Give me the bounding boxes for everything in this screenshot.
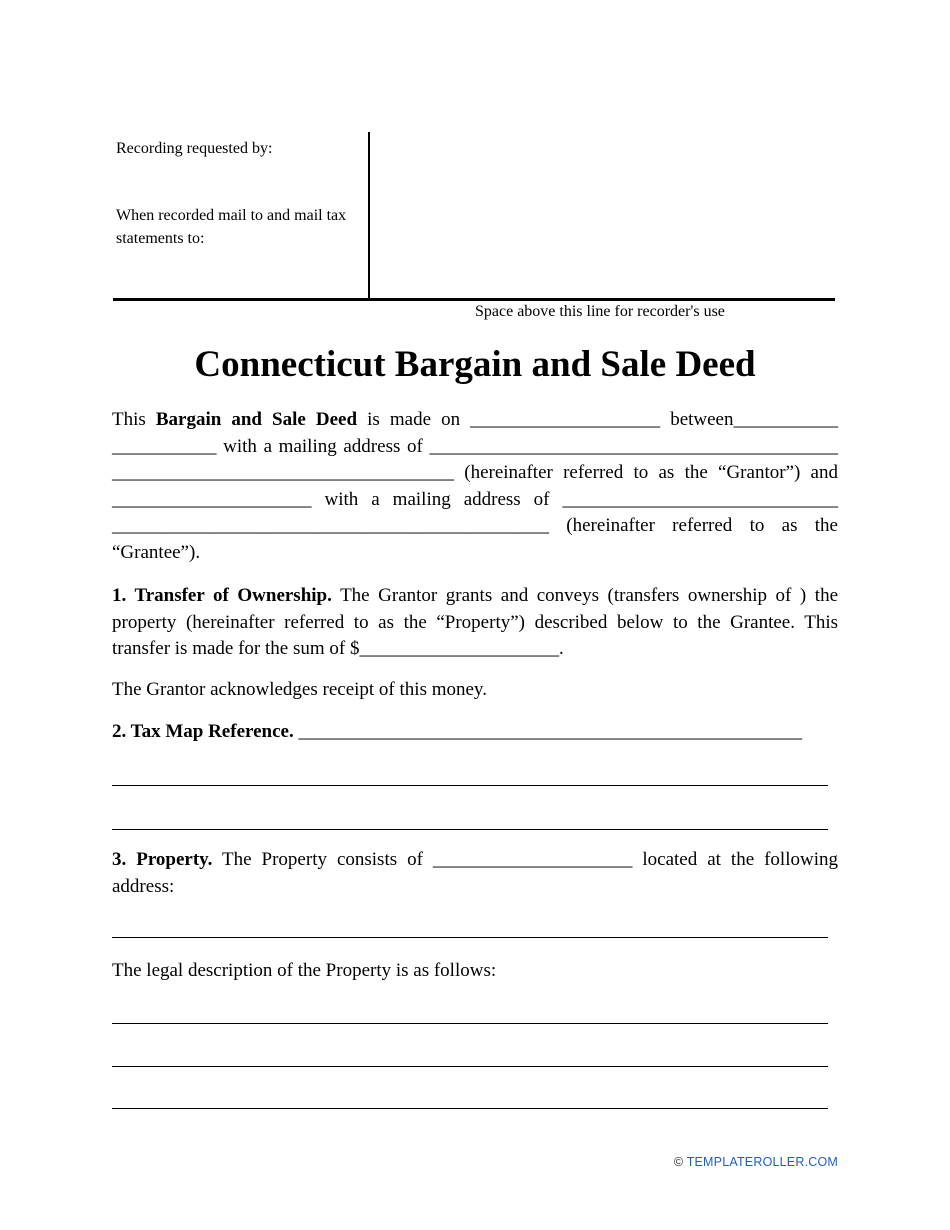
tax-map-blank-line: [112, 785, 828, 786]
tax-map-blank-line: [112, 829, 828, 830]
section-2-line: [112, 719, 802, 746]
section-2-heading: 2. Tax Map Reference.: [112, 721, 294, 742]
section-1-heading: 1. Transfer of Ownership.: [112, 585, 332, 606]
intro-text: is made on ____________________ between___________ ___________ with a mailing address of ___________________________________________ ____________________________________ (hereinafter referred to as the “Grantor”) and _____________________ with a mailing address of _____________________________ ______________________________________________ (hereinafter referred to as the “Grantee”).: [112, 409, 838, 563]
section-3-paragraph: [112, 847, 838, 900]
legal-description-blank-line: [112, 1108, 828, 1109]
legal-description-text: The legal description of the Property is as follows:: [112, 960, 497, 981]
recording-requested-label: Recording requested by:: [116, 140, 273, 157]
address-blank-line: [112, 937, 828, 938]
footer-watermark: [674, 1155, 838, 1169]
acknowledgement-text: The Grantor acknowledges receipt of this money.: [112, 679, 487, 700]
intro-this: This: [112, 409, 156, 430]
recorder-box: [113, 132, 835, 300]
deed-name: Bargain and Sale Deed: [155, 409, 358, 430]
section-3-text: The Property consists of _____________________ located at the following address:: [112, 849, 838, 897]
section-1-paragraph: [112, 583, 838, 663]
copyright-symbol: ©: [673, 1155, 684, 1169]
legal-description-blank-line: [112, 1066, 828, 1067]
templateroller-link[interactable]: TEMPLATEROLLER.COM: [686, 1155, 838, 1169]
section-1-text: The Grantor grants and conveys (transfers ownership of ) the property (hereinafter referred to as the “Property”) described below to the Grantee. This transfer is made for the sum of $_____________________.: [112, 585, 839, 659]
legal-description-blank-line: [112, 1023, 828, 1024]
mail-to-label: When recorded mail to and mail tax statements to:: [116, 207, 347, 247]
recorder-use-note: Space above this line for recorder's use: [475, 303, 725, 320]
recorder-info-cell: [113, 132, 370, 300]
section-3-heading: 3. Property.: [112, 849, 213, 870]
page-title: Connecticut Bargain and Sale Deed: [194, 344, 756, 385]
tax-map-blank: _____________________________________________________: [298, 721, 802, 742]
intro-paragraph: [112, 407, 838, 566]
recorder-divider: [113, 298, 835, 301]
